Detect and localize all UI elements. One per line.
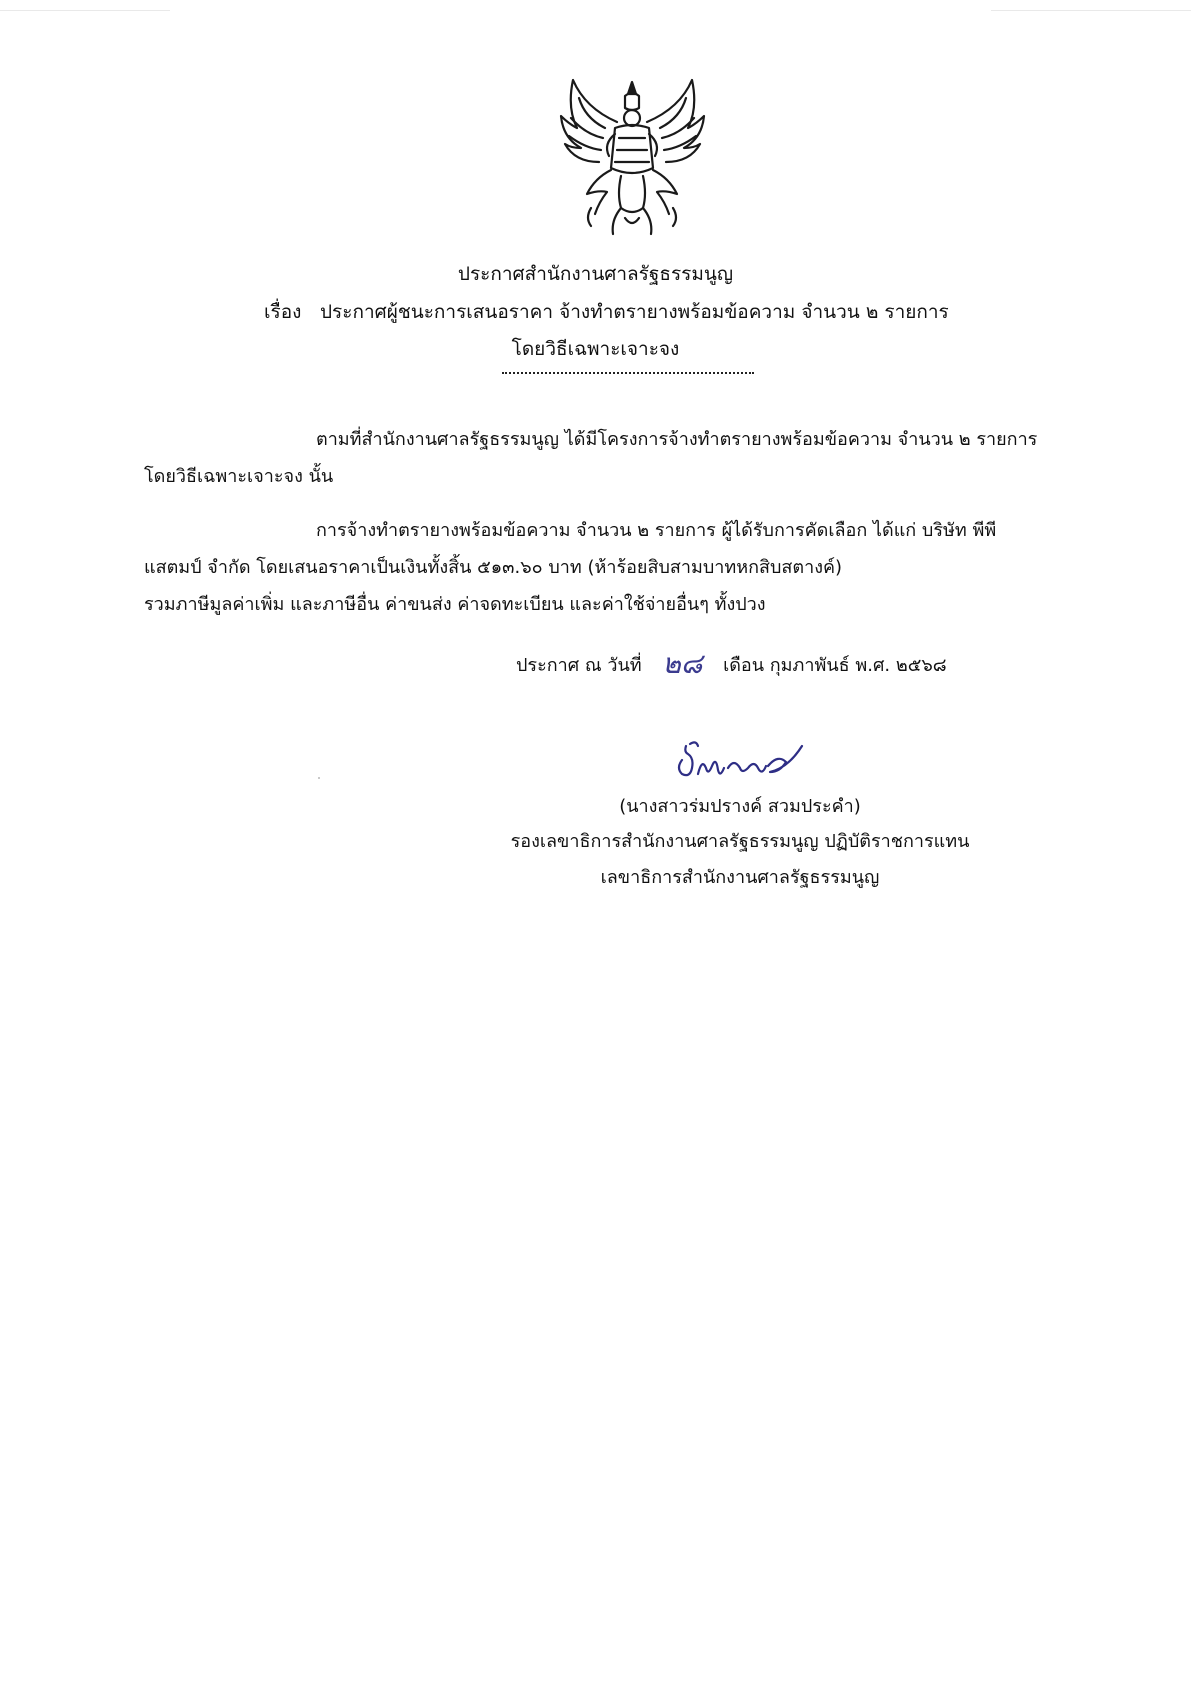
paragraph-1-line-1: ตามที่สำนักงานศาลรัฐธรรมนูญ ได้มีโครงการจ้างทำตรายางพร้อมข้อความ จำนวน ๒ รายการ	[316, 429, 1038, 450]
procurement-method: โดยวิธีเฉพาะเจาะจง	[511, 338, 680, 360]
date-prefix: ประกาศ ณ วันที่	[516, 655, 642, 676]
scan-speck	[318, 777, 320, 779]
signer-position-line-1: รองเลขาธิการสำนักงานศาลรัฐธรรมนูญ ปฏิบัติราชการแทน	[510, 831, 970, 852]
subject-label: เรื่อง	[264, 301, 302, 323]
scan-edge-line	[991, 10, 1191, 11]
paragraph-2-line-3: รวมภาษีมูลค่าเพิ่ม และภาษีอื่น ค่าขนส่ง ค่าจดทะเบียน และค่าใช้จ่ายอื่นๆ ทั้งปวง	[144, 594, 766, 615]
document-title: ประกาศสำนักงานศาลรัฐธรรมนูญ	[457, 263, 734, 285]
date-month-year: เดือน กุมภาพันธ์ พ.ศ. ๒๕๖๘	[723, 655, 947, 676]
signer-position-line-2: เลขาธิการสำนักงานศาลรัฐธรรมนูญ	[600, 867, 880, 888]
scan-edge-line	[0, 10, 170, 11]
date-day-handwritten: ๒๘	[662, 647, 703, 680]
document-subject	[264, 294, 949, 330]
garuda-emblem-icon	[555, 78, 710, 236]
signature-image	[668, 738, 808, 786]
paragraph-1-line-2: โดยวิธีเฉพาะเจาะจง นั้น	[144, 466, 334, 487]
dotted-separator	[502, 366, 754, 374]
signer-name: (นางสาวร่มปรางค์ สวมประคำ)	[619, 796, 861, 817]
announcement-date	[516, 644, 947, 686]
subject-text: ประกาศผู้ชนะการเสนอราคา จ้างทำตรายางพร้อมข้อความ จำนวน ๒ รายการ	[320, 301, 949, 323]
paragraph-2-line-2: แสตมป์ จำกัด โดยเสนอราคาเป็นเงินทั้งสิ้น ๕๑๓.๖๐ บาท (ห้าร้อยสิบสามบาทหกสิบสตางค์)	[144, 557, 843, 578]
paragraph-2-line-1: การจ้างทำตรายางพร้อมข้อความ จำนวน ๒ รายการ ผู้ได้รับการคัดเลือก ได้แก่ บริษัท พีพี	[316, 520, 997, 541]
